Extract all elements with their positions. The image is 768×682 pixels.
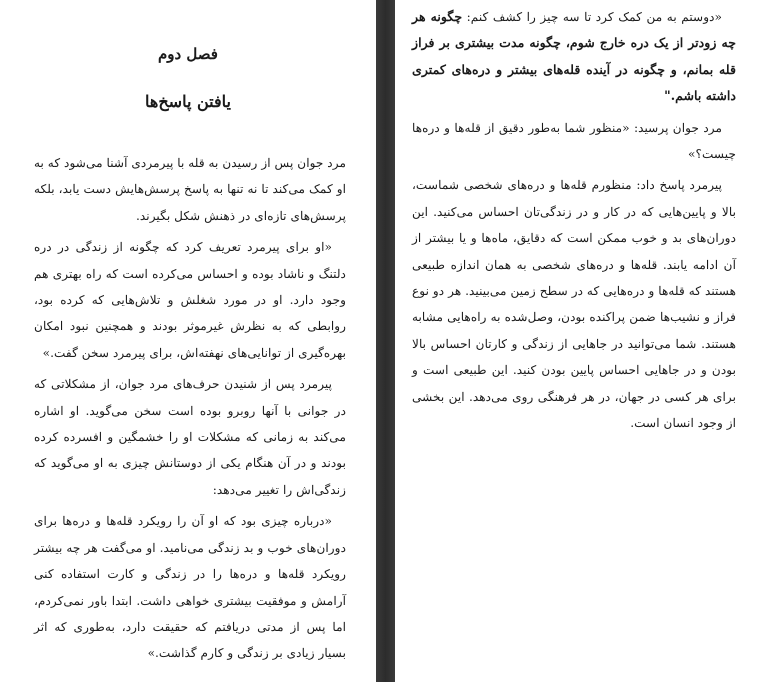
right-paragraph-1	[412, 4, 736, 110]
chapter-title: فصل دوم	[158, 45, 218, 63]
book-gutter	[376, 0, 395, 682]
right-paragraph-answer: پیرمرد پاسخ داد: منظورم قله‌ها و دره‌های شخصی شماست، بالا و پایین‌هایی که در کار و در زندگی‌تان احساس می‌کنید. این دوران‌های بد و خوب ممکن است که دقایق، ماه‌ها و یا بیشتر از آن ادامه یابند. قله‌ها و دره‌های شخصی به همان اندازه طبیعی هستند که قله‌ها و دره‌هایی که در سطح زمین می‌بینید. هر دو نوع فراز و نشیب‌ها ضمن پراکنده بودن، وصل‌شده به راه‌هایی مشابه هستند. شما می‌توانید در جاهایی از زندگی و کارتان احساس بالا بودن و در جاهایی احساس پایین بودن کنید. این طبیعی است و برای هر کسی در جهان، در هر فرهنگی روی می‌دهد. این بخشی از وجود انسان است.	[412, 178, 736, 431]
chapter-subtitle: یافتن پاسخ‌ها	[145, 92, 231, 111]
left-paragraph-3: پیرمرد پس از شنیدن حرف‌های مرد جوان، از مشکلاتی که در جوانی با آنها روبرو بوده است سخن می‌گوید. او اشاره می‌کند به زمانی که مشکلات او را خشمگین و افسرده کرده بودند و در آن هنگام یکی از دوستانش چیزی به او می‌گوید که زندگی‌اش را تغییر می‌دهد:	[34, 377, 346, 497]
opening-plain-text: «دوستم به من کمک کرد تا سه چیز را کشف کنم:	[462, 10, 723, 24]
left-page-body	[34, 150, 346, 672]
opening-bold-text: چگونه هر چه زودتر از یک دره خارج شوم، چگونه مدت بیشتری بر فراز قله بمانم، و چگونه در آینده قله‌های بیشتر و دره‌های کمتری داشته باشم."	[412, 9, 736, 104]
left-paragraph-2: «او برای پیرمرد تعریف کرد که چگونه از زندگی در دره دلتنگ و ناشاد بوده و احساس می‌کرده است که راه بهتری هم وجود دارد. او در مورد شغلش و تلاش‌هایی که کرده بود، روابطی که به نظرش غیرموثر بودند و همچنین نبود امکان بهره‌گیری از توانایی‌های نهفته‌اش، برای پیرمرد سخن گفت.»	[34, 240, 346, 360]
left-paragraph-1: مرد جوان پس از رسیدن به قله با پیرمردی آشنا می‌شود که به او کمک می‌کند تا نه تنها به پاسخ پرسش‌هایش دست یابد، بلکه پرسش‌های تازه‌ای در ذهنش شکل بگیرند.	[34, 156, 346, 223]
right-page-body	[412, 4, 736, 442]
left-paragraph-4: «درباره چیزی بود که او آن را رویکرد قله‌ها و دره‌ها برای دوران‌های خوب و بد زندگی می‌نامید. او می‌گفت هر چه بیشتر رویکرد قله‌ها و دره‌ها را در زندگی و کارت استفاده کنی آرامش و موفقیت بیشتری خواهی داشت. ابتدا باور نمی‌کردم، اما پس از مدتی دریافتم که حقیقت دارد، به‌طوری که اثر بسیار زیادی بر زندگی و کارم گذاشت.»	[34, 514, 346, 661]
right-paragraph-question: مرد جوان پرسید: «منظور شما به‌طور دقیق از قله‌ها و دره‌ها چیست؟»	[412, 120, 736, 162]
